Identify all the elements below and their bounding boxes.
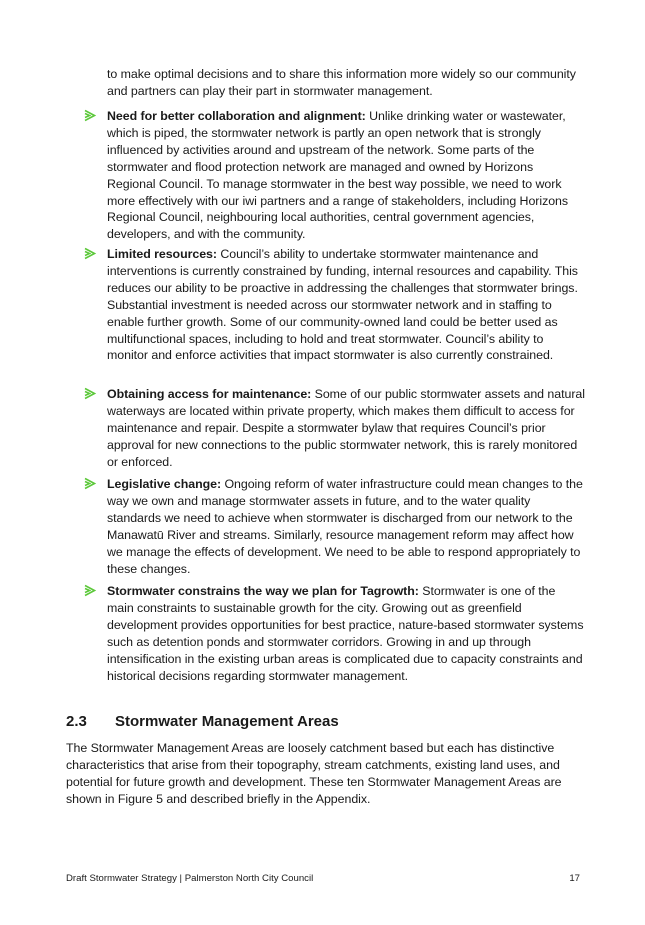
bullet-title: Obtaining access for maintenance:	[107, 387, 312, 401]
chevron-right-icon	[83, 584, 97, 597]
footer-title: Draft Stormwater Strategy | Palmerston North City Council	[66, 873, 314, 884]
page-footer	[66, 873, 580, 884]
chevron-right-icon	[83, 387, 97, 400]
section-number: 2.3	[66, 713, 87, 730]
bullet-title: Legislative change:	[107, 477, 222, 491]
continuation-paragraph: to make optimal decisions and to share this information more widely so our community and partners can play their part in stormwater management.	[107, 67, 576, 98]
bullet-title: Limited resources:	[107, 247, 217, 261]
bullet-item-legislative	[107, 476, 585, 577]
section-title: Stormwater Management Areas	[115, 713, 339, 730]
bullet-body: Ongoing reform of water infrastructure could mean changes to the way we own and manage stormwater assets in future, and to the water quality standards we need to achieve when stormwater is discharged from our network to the Manawatū River and streams. Similarly, resource management reform may affect how we manage the effects of development. We need to be able to respond appropriately to these changes.	[107, 477, 583, 576]
section-heading	[66, 713, 339, 730]
bullet-title: Stormwater constrains the way we plan for Tagrowth:	[107, 584, 419, 598]
bullet-item-collaboration	[107, 108, 585, 243]
bullet-item-access	[107, 386, 585, 471]
chevron-right-icon	[83, 109, 97, 122]
bullet-body: Council’s ability to undertake stormwater maintenance and interventions is currently constrained by funding, internal resources and capability. This reduces our ability to be proactive in addressing the challenges that stormwater brings. Substantial investment is needed across our stormwater network and in staffing to enable further growth. Some of our community-owned land could be better used as multifunctional spaces, including to hold and treat stormwater. Council’s ability to monitor and enforce activities that impact stormwater is also currently constrained.	[107, 247, 578, 363]
bullet-item-resources	[107, 246, 585, 364]
bullet-title: Need for better collaboration and alignment:	[107, 109, 366, 123]
bullet-body: Unlike drinking water or wastewater, which is piped, the stormwater network is partly an open network that is strongly influenced by activities around and upstream of the network. Some parts of the stormwater and flood protection network are managed and owned by Horizons Regional Council. To manage stormwater in the best way possible, we need to work more effectively with our iwi partners and a range of stakeholders, including Horizons Regional Council, neighbouring local authorities, central government agencies, developers, and with the community.	[107, 109, 569, 242]
bullet-body: Stormwater is one of the main constraints to sustainable growth for the city. Growing out as greenfield development provides opportunities for best practice, nature-based stormwater systems such as detention ponds and stormwater corridors. Growing in and up through intensification in the existing urban areas is complicated due to capacity constraints and historical decisions regarding stormwater management.	[107, 584, 584, 683]
page-number: 17	[569, 873, 580, 884]
section-paragraph: The Stormwater Management Areas are loosely catchment based but each has distinctive characteristics that arise from their topography, stream catchments, existing land uses, and potential for future growth and development. These ten Stormwater Management Areas are shown in Figure 5 and described briefly in the Appendix.	[66, 741, 562, 806]
chevron-right-icon	[83, 247, 97, 260]
chevron-right-icon	[83, 477, 97, 490]
bullet-body: Some of our public stormwater assets and natural waterways are located within private property, which makes them difficult to access for maintenance and repair. Despite a stormwater bylaw that requires Council’s prior approval for new connections to the public stormwater network, this is rarely monitored or enforced.	[107, 387, 585, 469]
bullet-item-growth	[107, 583, 585, 684]
